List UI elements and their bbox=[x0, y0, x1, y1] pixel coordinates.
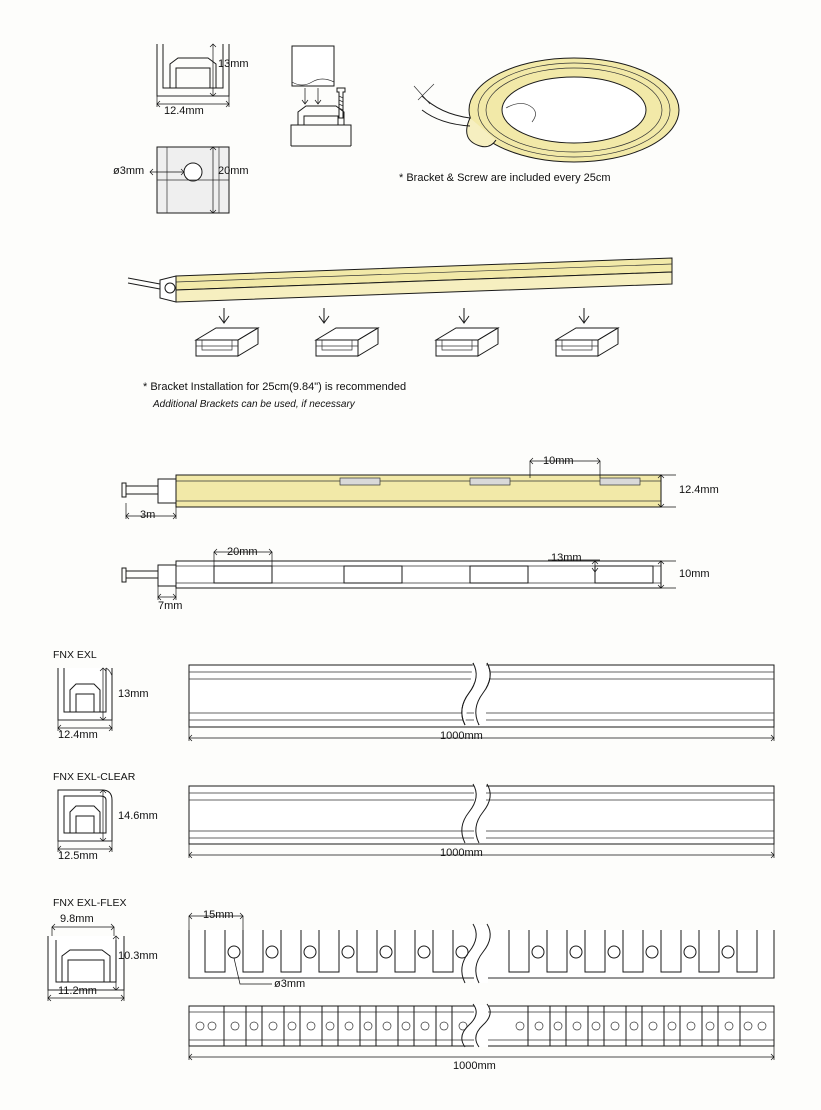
bracket-iso-1 bbox=[196, 328, 258, 356]
dim-label-fnx-exl-flex-length: 1000mm bbox=[453, 1060, 496, 1072]
dim-label-10mm-pitch: 10mm bbox=[543, 455, 574, 467]
dim-label-fnx-exl-length: 1000mm bbox=[440, 730, 483, 742]
fnx-exl-flex-side-view bbox=[189, 913, 774, 984]
bracket-iso-3 bbox=[436, 328, 498, 356]
dim-label-fnx-exl-flex-pitch: 15mm bbox=[203, 909, 234, 921]
dim-label-10mm-height: 10mm bbox=[679, 568, 710, 580]
fnx-exl-flex-top-view bbox=[189, 1004, 774, 1060]
dim-label-20mm-segment: 20mm bbox=[227, 546, 258, 558]
screw-insert-detail bbox=[291, 88, 351, 146]
dim-label-fnx-exl-clear-height: 14.6mm bbox=[118, 810, 158, 822]
dim-label-13mm-side: 13mm bbox=[551, 552, 582, 564]
dim-label-13mm-profile: 13mm bbox=[218, 58, 249, 70]
dim-label-fnx-exl-clear-width: 12.5mm bbox=[58, 850, 98, 862]
dim-label-7mm-lead: 7mm bbox=[158, 600, 183, 612]
note-bracket-screw: * Bracket & Screw are included every 25cm bbox=[399, 172, 611, 184]
dim-label-fnx-exl-flex-height: 10.3mm bbox=[118, 950, 158, 962]
product-name-fnx-exl-flex: FNX EXL-FLEX bbox=[53, 897, 127, 909]
dim-label-fnx-exl-flex-width: 11.2mm bbox=[58, 985, 97, 997]
bracket-arrows bbox=[219, 308, 589, 323]
coiled-strip-illustration bbox=[414, 58, 679, 162]
dim-label-12.4mm-strip: 12.4mm bbox=[679, 484, 719, 496]
note-additional-brackets: Additional Brackets can be used, if necessary bbox=[153, 399, 355, 410]
strip-top-view bbox=[122, 458, 676, 519]
dim-label-fnx-exl-flex-hole: ø3mm bbox=[274, 978, 306, 990]
diffuser-cap-detail bbox=[292, 46, 334, 86]
dim-label-hole-3mm: ø3mm bbox=[113, 165, 145, 177]
note-bracket-install: * Bracket Installation for 25cm(9.84") is recommended bbox=[143, 381, 407, 393]
dim-label-fnx-exl-height: 13mm bbox=[118, 688, 149, 700]
dim-label-12.4mm-profile: 12.4mm bbox=[164, 105, 204, 117]
dim-label-3m-lead: 3m bbox=[140, 509, 156, 521]
product-name-fnx-exl-clear: FNX EXL-CLEAR bbox=[53, 771, 136, 783]
fnx-exl-clear-cross-section bbox=[58, 790, 112, 852]
dim-label-fnx-exl-clear-length: 1000mm bbox=[440, 847, 483, 859]
bracket-iso-2 bbox=[316, 328, 378, 356]
dim-label-fnx-exl-flex-top-width: 9.8mm bbox=[60, 913, 94, 925]
bracket-plan-view bbox=[157, 147, 229, 213]
strip-with-brackets bbox=[128, 258, 672, 302]
dim-label-20mm-bracket: 20mm bbox=[218, 165, 249, 177]
product-name-fnx-exl: FNX EXL bbox=[53, 649, 97, 661]
dim-label-fnx-exl-width: 12.4mm bbox=[58, 729, 98, 741]
strip-side-view bbox=[122, 549, 676, 600]
bracket-iso-4 bbox=[556, 328, 618, 356]
fnx-exl-cross-section bbox=[58, 668, 112, 731]
